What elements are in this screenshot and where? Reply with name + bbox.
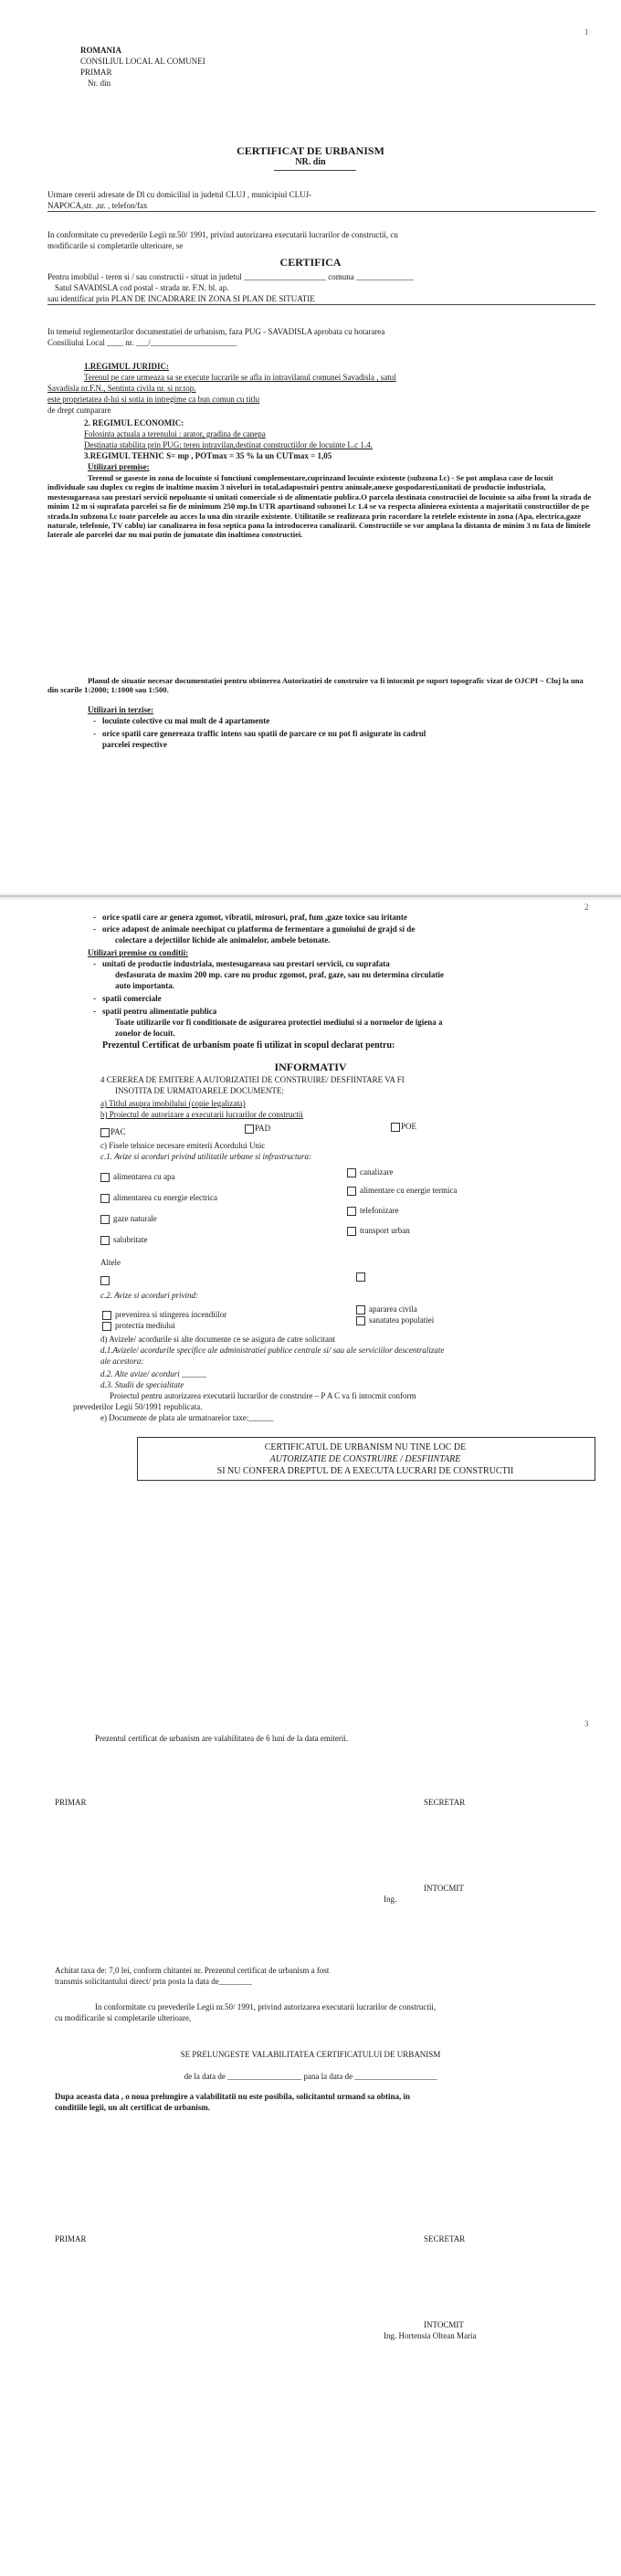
forbidden-use-3-text: orice spatii care ar genera zgomot, vibratii, mirosuri, praf, fum ,gaze toxice sau iritante	[102, 913, 407, 922]
notice-line-3: SI NU CONFERA DREPTUL DE A EXECUTA LUCRARI DE CONSTRUCTII	[216, 1466, 514, 1476]
utility-checkbox-electric[interactable]	[100, 1194, 110, 1203]
extension-dates: de la data de __________________ pana la data de ____________________	[184, 2072, 437, 2081]
document-b: b) Proiectul de autorizare a executarii lucrarilor de constructii	[100, 1110, 303, 1119]
utility-checkbox-water[interactable]	[100, 1173, 110, 1182]
forbidden-use-2-continued: parcelei respective	[102, 740, 167, 749]
economic-line-1: Folosinta actuala a terenului : arator, gradina de canepa	[84, 429, 266, 438]
header-nr: Nr. din	[88, 79, 111, 88]
page-number: 3	[584, 1719, 589, 1728]
section-4-line-1: 4 CEREREA DE EMITERE A AUTORIZATIEI DE CONSTRUIRE/ DESFIINTARE VA FI	[100, 1075, 405, 1084]
approval-label-fire: prevenirea si stingerea incendiilor	[115, 1310, 227, 1319]
utility-label-telephone: telefonizare	[360, 1206, 399, 1215]
utility-checkbox-transport[interactable]	[347, 1227, 356, 1236]
utility-label-gas: gaze naturale	[113, 1214, 157, 1223]
forbidden-use-4-text: orice adapost de animale neechipat cu platforma de fermentare a gunoiului de grajd si de	[102, 924, 416, 934]
forbidden-use-2-text: orice spatii care genereaza traffic intens sau spatii de parcare ce nu pot fi asigurate in cadrul	[102, 729, 426, 738]
validity-statement: Prezentul certificat de urbanism are valabilitatea de 6 luni de la data emiterii.	[95, 1734, 349, 1743]
mayor-signature-label-2: PRIMAR	[55, 2234, 87, 2243]
utility-checkbox-sanitation[interactable]	[100, 1236, 110, 1245]
juridical-line-4: de drept cumparare	[47, 406, 111, 415]
technical-regime-paragraph: Terenul se gaseste in zona de locuinte si functiuni complementare,cuprinzand locuinte existente (subzona l.c) - Se pot amplasa case de locuit individuale sau duplex cu regim de inaltime maxim 3 niveluri in total,adapostuiri pentru animale,anexe gospodaresti,unitati de productie industriala, mestesugareasa sau prestari servicii nepoluante si unitati comerciale si de alimentatie publica.O parcela destinata constructiei de locuinte sa aiba front la strada de minim 12 m si suprafata parcelei sa fie de minimum 250 mp.In UTR apartinand subzonei l.c 1.4 se va respecta alinierea existenta a majoritatii constructiilor de pe strada.In subzona l.c toate parcelele au acces la una din strazile existente. Utilitatile se realizeaza prin racordare la retelele existente in zona (Apa, electrica,gaze naturale, telefonie, TV cablu) iar canalizarea in fosa septica pana la introducerea canalizarii. Constructiile se vor amplasa la distanta de minim 3 m fata de limitele laterale ale parcelei dar nu mai putin de jumatate din inaltimea constructiei.	[47, 473, 592, 540]
other-label: Altele	[100, 1258, 121, 1267]
document-d: d) Avizele/ acordurile si alte documente ce se asigura de catre solicitant	[100, 1335, 335, 1344]
informativ-heading: INFORMATIV	[274, 1061, 347, 1073]
header-council: CONSILIUL LOCAL AL COMUNEI	[80, 57, 205, 66]
document-page-3	[0, 1672, 621, 2576]
pac-label: PAC	[111, 1127, 126, 1136]
poe-checkbox[interactable]	[391, 1123, 400, 1132]
conditional-use-1-line-2: desfasurata de maxim 200 mp. care nu produc zgomot, praf, gaze, sau nu determina circulatie	[115, 970, 444, 979]
approval-label-environment: protectia mediului	[115, 1321, 175, 1330]
notice-line-1: CERTIFICATUL DE URBANISM NU TINE LOC DE	[264, 1442, 467, 1452]
page-separator	[0, 893, 621, 900]
fee-line-2: transmis solicitantului direct/ prin posta la data de________	[55, 1977, 252, 1986]
utility-label-sanitation: salubritate	[113, 1235, 148, 1244]
economic-line-2: Destinatia stabilita prin PUG: teren intravilan,destinat constructiilor de locuinte L.c 1.4.	[84, 440, 373, 449]
juridical-regime-heading: 1.REGIMUL JURIDIC:	[84, 362, 170, 371]
conditional-use-3	[102, 1007, 216, 1017]
document-c1: c.1. Avize si acorduri privind utilitatile urbane si infrastructura:	[100, 1152, 311, 1161]
economic-regime-heading: 2. REGIMUL ECONOMIC:	[84, 418, 184, 428]
conditional-use-2	[102, 994, 162, 1004]
poe-label: POE	[401, 1122, 417, 1131]
page-number: 2	[584, 903, 589, 912]
utility-checkbox-sewer[interactable]	[347, 1168, 356, 1177]
certificate-title: CERTIFICAT DE URBANISM	[237, 144, 384, 157]
utility-label-electric: alimentarea cu energie electrica	[113, 1193, 218, 1202]
secretary-signature-label-2: SECRETAR	[424, 2234, 466, 2243]
utility-label-water: alimentarea cu apa	[113, 1172, 175, 1181]
approval-checkbox-fire[interactable]	[102, 1311, 111, 1320]
utility-label-sewer: canalizare	[360, 1167, 394, 1177]
document-c: c) Fisele tehnice necesare emiterii Acordului Unic	[100, 1141, 266, 1150]
property-line-3: sau identificat prin PLAN DE INCADRARE IN ZONA SI PLAN DE SITUATIE	[47, 294, 315, 303]
header-mayor: PRIMAR	[80, 68, 112, 77]
pac-checkbox[interactable]	[100, 1128, 110, 1137]
forbidden-use-1-text: locuinte colective cu mai mult de 4 apartamente	[102, 716, 270, 725]
document-c2: c.2. Avize si acorduri privind:	[100, 1291, 198, 1300]
project-line-2: prevederilor Legii 50/1991 republicata.	[73, 1402, 203, 1411]
approval-label-civil-defense: apararea civila	[369, 1304, 417, 1314]
secretary-signature-label: SECRETAR	[424, 1798, 466, 1807]
conditional-note-line-1: Toate utilizarile vor fi conditionate de asigurarea protectiei mediului si a normelor de igiena a	[115, 1018, 443, 1027]
other-checkbox-left[interactable]	[100, 1276, 110, 1285]
conditional-uses-heading: Utilizari premise cu conditii:	[88, 948, 189, 957]
document-page-2	[0, 900, 621, 1484]
conformity-line-1: In conformitate cu prevederile Legii nr.50/ 1991, privind autorizarea executarii lucrarilor de constructii, cu	[47, 230, 398, 239]
forbidden-use-1	[102, 716, 269, 726]
request-underline	[47, 211, 595, 212]
document-a: a) Titlul asupra imobilului (copie legalizata)	[100, 1099, 246, 1108]
project-line-1: Proiectul pentru autorizarea executarii lucrarilor de construire – P A C va fi intocmit conform	[110, 1391, 416, 1400]
forbidden-use-4	[102, 924, 415, 934]
approval-label-health: sanatatea populatiei	[369, 1315, 435, 1325]
property-line-1: Pentru imobilul - teren si / sau constructii - situat in judetul ____________________ comuna ______________	[47, 272, 414, 281]
basis-line-1: In temeiul reglementarilor documentatiei de urbanism, faza PUG - SAVADISLA aprobata cu hotararea	[47, 327, 385, 336]
forbidden-uses-heading: Utilizari in terzise:	[88, 705, 153, 714]
conditional-use-1-line-3: auto importanta.	[115, 981, 174, 990]
declared-purpose-statement: Prezentul Certificat de urbanism poate fi utilizat in scopul declarat pentru:	[102, 1040, 395, 1050]
conditional-use-1-text: unitati de productie industriala, mestesugareasa sau prestari servicii, cu suprafata	[102, 959, 390, 968]
juridical-line-1: Terenul pe care urmeaza sa se execute lucrarile se afla in intravilanul comunei Savadisla , satul	[84, 373, 396, 382]
pad-checkbox[interactable]	[245, 1124, 254, 1134]
after-date-line-1: Dupa aceasta data , o noua prelungire a valabilitatii nu este posibila, solicitantul urmand sa obtina, in	[55, 2092, 410, 2101]
juridical-line-3: este proprietatea d-lui si sotia in intregime ca bun comun cu titlu	[47, 395, 260, 404]
document-d1: d.1.Avizele/ acordurile specifice ale administratiei publice centrale si/ sau ale serviciilor descentralizate	[100, 1346, 445, 1355]
document-d2: d.2. Alte avize/ acorduri ______	[100, 1369, 206, 1378]
juridical-line-2: Savadisla nr.F.N., Sentinta civila nr. si nr.top.	[47, 384, 196, 393]
conditional-use-2-text: spatii comerciale	[102, 994, 162, 1003]
prepared-by-label: INTOCMIT	[424, 1884, 464, 1893]
document-page-1	[0, 0, 621, 893]
mayor-signature-label: PRIMAR	[55, 1798, 87, 1807]
conditional-use-3-text: spatii pentru alimentatie publica	[102, 1007, 217, 1016]
approval-checkbox-civil-defense[interactable]	[356, 1305, 365, 1314]
request-line-2: NAPOCA,str. ,nr. , telefon/fax	[47, 201, 148, 210]
law-line-2: cu modificarile si completarile ulterioare,	[55, 2013, 192, 2022]
document-d1-continued: ale acestora:	[100, 1357, 144, 1366]
utility-label-transport: transport urban	[360, 1226, 410, 1235]
after-date-line-2: conditiile legii, un alt certificat de urbanism.	[55, 2103, 210, 2112]
approval-checkbox-environment[interactable]	[102, 1322, 111, 1331]
site-plan-paragraph: Planul de situatie necesar documentatiei pentru obtinerea Autorizatiei de construire va fi intocmit pe suport topografic vizat de OJCPI – Cluj la una din scarile 1:2000; 1:1000 sau 1:500.	[47, 676, 584, 695]
pad-label: PAD	[255, 1124, 271, 1133]
engineer-label: Ing.	[384, 1895, 397, 1904]
approval-checkbox-health[interactable]	[356, 1316, 365, 1325]
property-line-2: Satul SAVADISLA cod postal - strada nr. F.N. bl. ap.	[55, 283, 229, 292]
certificate-number: NR. din	[295, 157, 326, 167]
extension-heading: SE PRELUNGESTE VALABILITATEA CERTIFICATULUI DE URBANISM	[180, 2050, 441, 2059]
document-d3: d.3. Studii de specialitate	[100, 1380, 184, 1389]
document-e: e) Documente de plata ale urmatoarelor taxe:______	[100, 1413, 274, 1422]
technical-regime-heading: 3.REGIMUL TEHNIC S= mp , POTmax = 35 % la un CUTmax = 1,05	[84, 451, 332, 460]
fee-line-1: Achitat taxa de: 7,0 lei, conform chitantei nr. Prezentul certificat de urbanism a fost	[55, 1966, 330, 1975]
utility-checkbox-heating[interactable]	[347, 1187, 356, 1196]
utility-checkbox-gas[interactable]	[100, 1215, 110, 1224]
request-line-1: Urmare cererii adresate de Dl cu domiciliul in judetul CLUJ , municipiul CLUJ-	[47, 190, 312, 199]
property-underline	[47, 304, 595, 305]
engineer-name: Ing. Hortensia Oltean Maria	[384, 2331, 477, 2340]
title-underline	[274, 170, 356, 171]
forbidden-use-4-continued: colectare a dejectiilor lichide ale animalelor, ambele betonate.	[115, 935, 331, 945]
section-4-line-2: INSOTITA DE URMATOARELE DOCUMENTE:	[115, 1086, 284, 1095]
page-number: 1	[584, 27, 589, 37]
conditional-note-line-2: zonelor de locuit.	[115, 1029, 175, 1038]
other-checkbox-right[interactable]	[356, 1272, 365, 1282]
prepared-by-label-2: INTOCMIT	[424, 2320, 464, 2329]
utility-label-heating: alimentare cu energie termica	[360, 1186, 458, 1195]
forbidden-use-2	[102, 729, 426, 739]
conformity-line-2: modificarile si completarile ulterioare, se	[47, 241, 184, 250]
notice-line-2: AUTORIZATIE DE CONSTRUIRE / DESFIINTARE	[269, 1454, 461, 1464]
scan-edge	[0, 895, 621, 897]
forbidden-use-3	[102, 913, 407, 923]
conditional-use-1	[102, 959, 390, 969]
certifica-heading: CERTIFICA	[279, 256, 342, 269]
law-line-1: In conformitate cu prevederile Legii nr.50/ 1991, privind autorizarea executarii lucrarilor de constructii,	[95, 2002, 437, 2011]
header-country: ROMANIA	[80, 46, 121, 55]
utility-checkbox-telephone[interactable]	[347, 1207, 356, 1216]
basis-line-2: Consiliului Local ____ nr. ___/_____________________	[47, 338, 237, 347]
permitted-uses-heading: Utilizari premise:	[88, 462, 150, 471]
